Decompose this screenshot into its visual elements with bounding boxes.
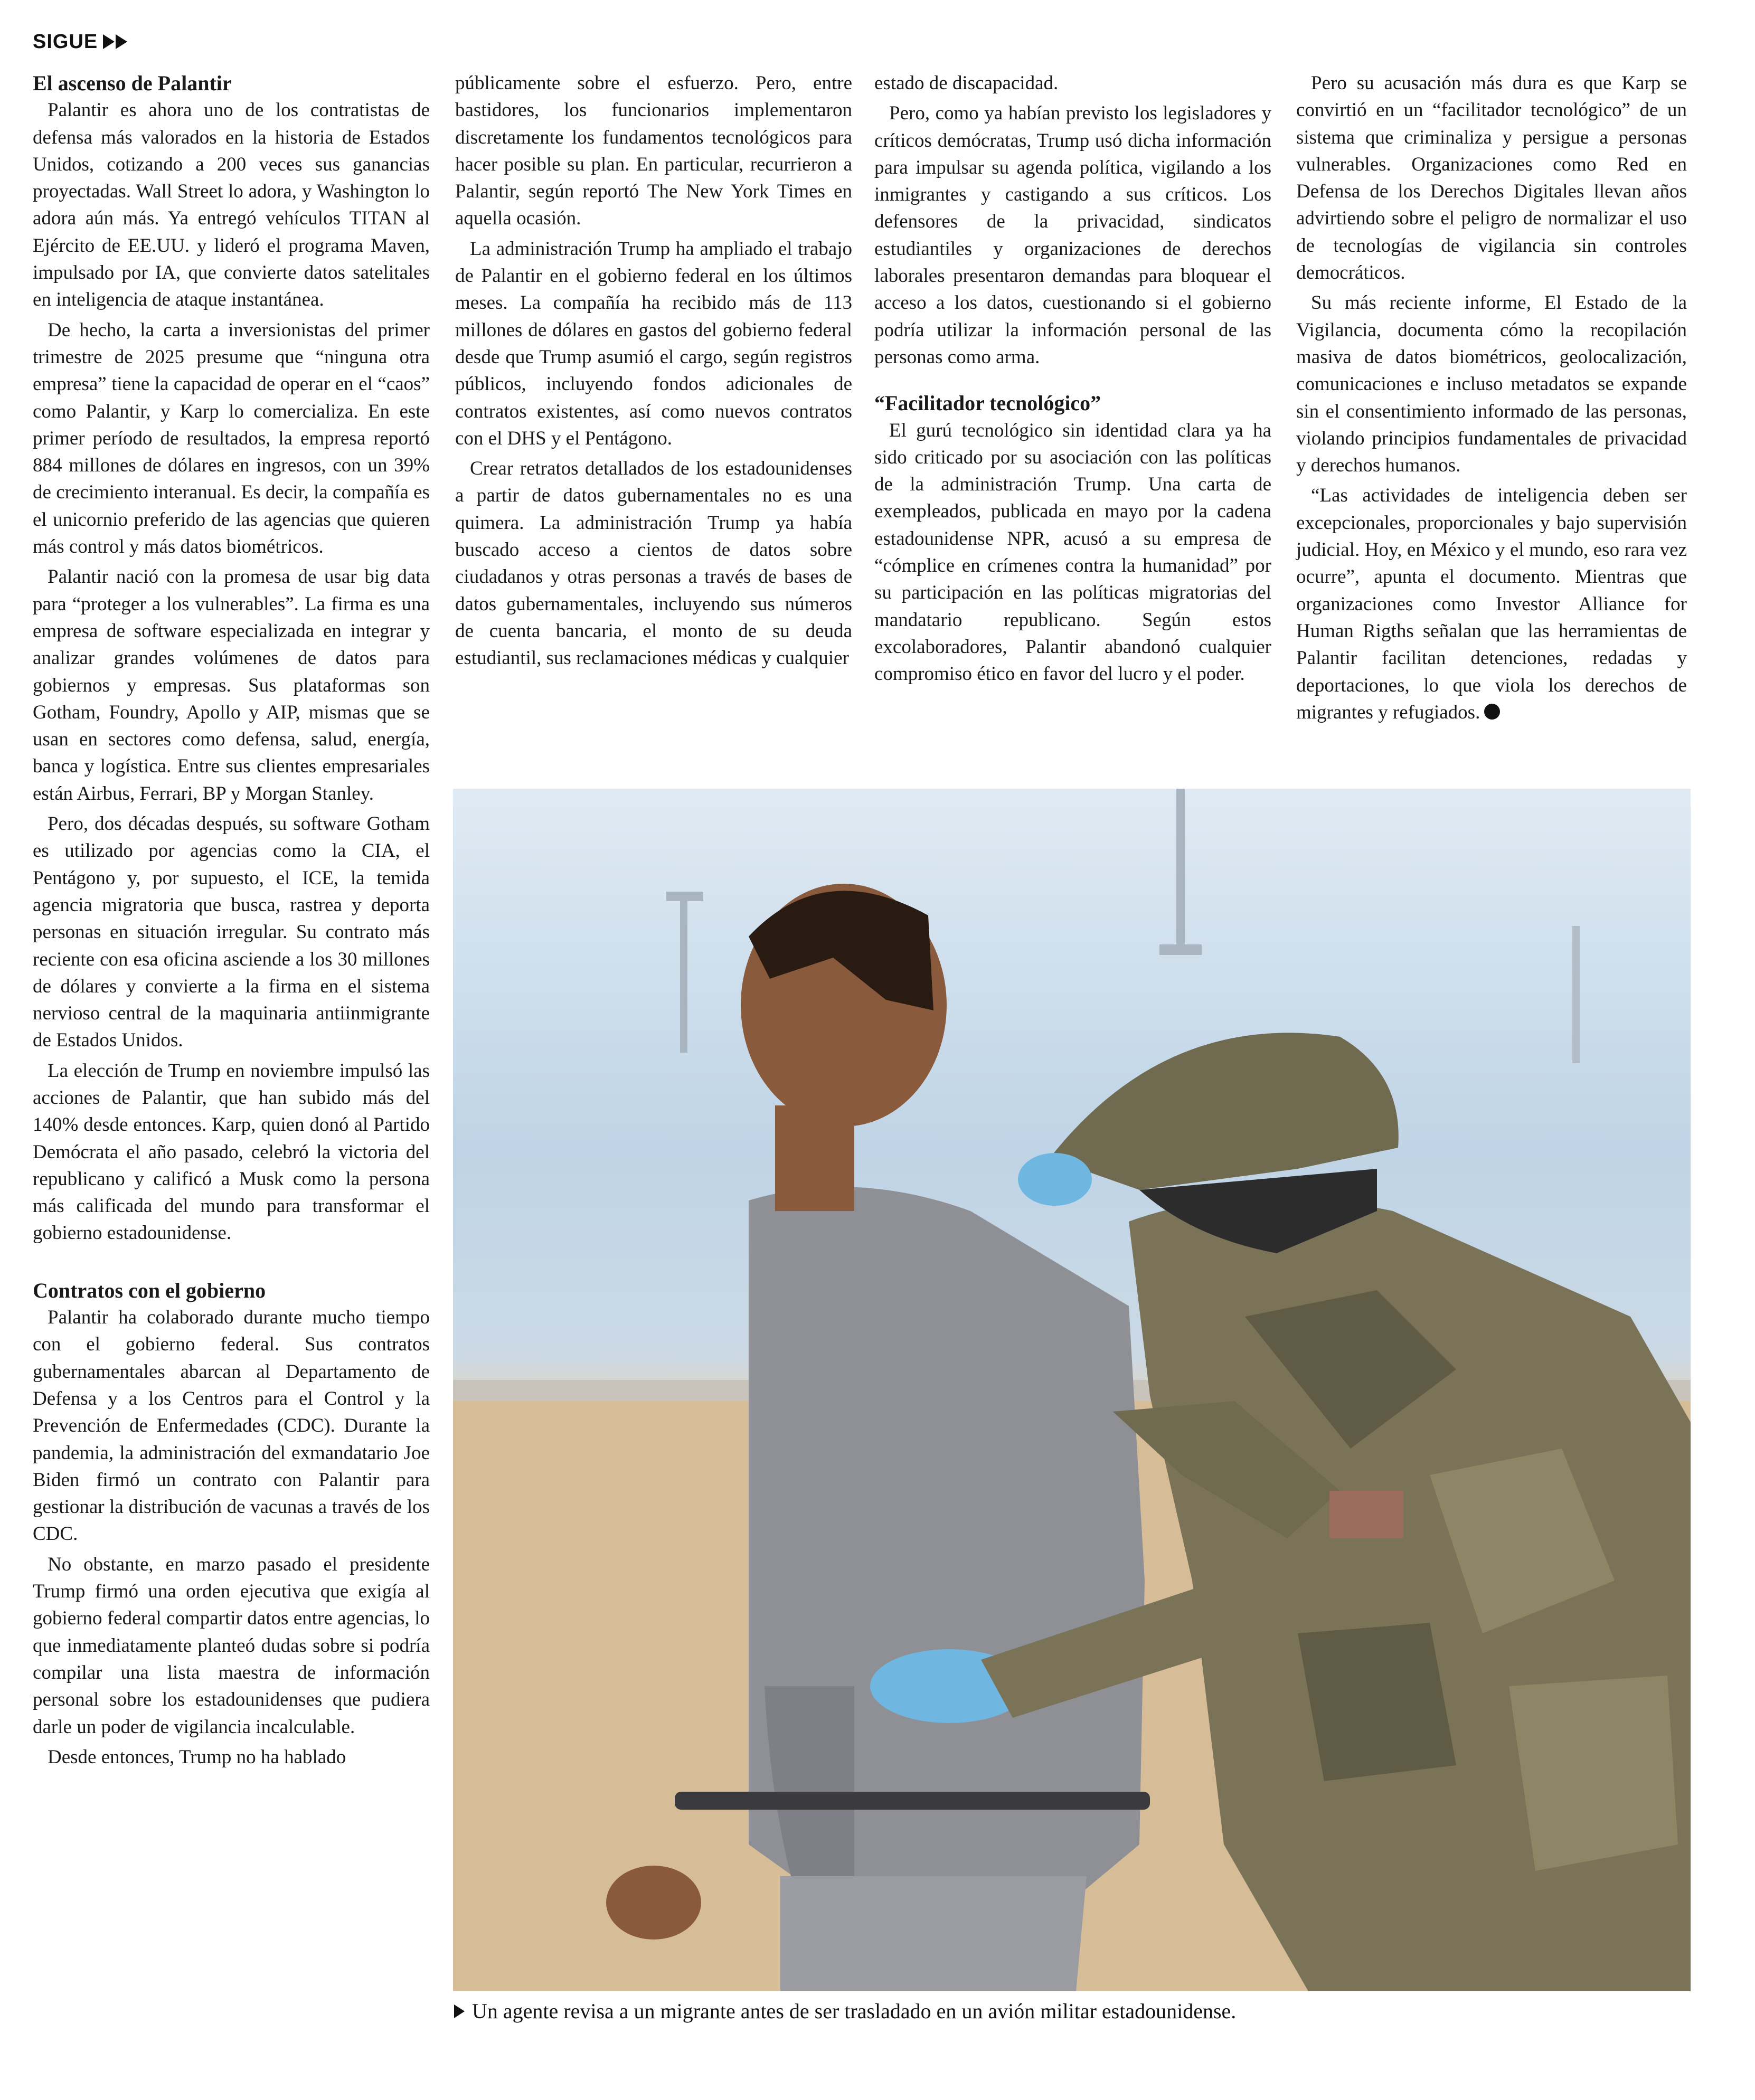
paragraph: públicamente sobre el esfuerzo. Pero, entre bastidores, los funcionarios implementaron discretamente los fundamentos tecnológicos para hacer posible su plan. En particular, recurrieron a Palantir, según reportó The New York Times en aquella ocasión.: [455, 72, 852, 230]
paragraph: estado de discapacidad.: [874, 72, 1059, 94]
paragraph: Pero, como ya habían previsto los legisladores y críticos demócratas, Trump usó dicha información para impulsar su agenda política, vigilando a los inmigrantes y castigando a sus críticos. Los defensores de la privacidad, sindicatos estudiantiles y organizaciones de derechos laborales presentaron demandas para bloquear el acceso a los datos, cuestionando si el gobierno podría utilizar la información personal de las personas como arma.: [874, 102, 1271, 368]
subheading-ascenso: El ascenso de Palantir: [33, 71, 232, 95]
caption-text: Un agente revisa a un migrante antes de ser trasladado en un avión militar estadounidense.: [472, 1999, 1237, 2023]
end-of-article-icon: [1484, 704, 1500, 720]
paragraph: El gurú tecnológico sin identidad clara ya ha sido criticado por su asociación con las políticas de la administración Trump. Una carta de exempleados, publicada en mayo por la cadena estadounidense NPR, acusó a su empresa de “cómplice en crímenes contra la humanidad” por su participación en las políticas migratorias del mandatario republicano. Según estos excolaboradores, Palantir abandonó cualquier compromiso ético en favor del lucro y el poder.: [874, 419, 1271, 685]
paragraph: Palantir nació con la promesa de usar big data para “proteger a los vulnerables”. La firma es una empresa de software especializada en integrar y analizar grandes volúmenes de datos para gobiernos y empresas. Sus plataformas son Gotham, Foundry, Apollo y AIP, mismas que se usan en sectores como defensa, salud, energía, banca y logística. Entre sus clientes empresariales están Airbus, Ferrari, BP y Morgan Stanley.: [33, 566, 430, 805]
paragraph: De hecho, la carta a inversionistas del primer trimestre de 2025 presume que “ninguna otra empresa” tiene la capacidad de operar en el “caos” como Palantir, y Karp lo comercializa. En este primer período de resultados, la empresa reportó 884 millones de dólares en ingresos, con un 39% de crecimiento interanual. Es decir, la compañía es el unicornio preferido de las agencias que quieren más control y más datos biométricos.: [33, 319, 430, 558]
paragraph: Crear retratos detallados de los estadounidenses a partir de datos gubernamentales no es una quimera. La administración Trump ya había buscado acceso a cientos de datos sobre ciudadanos y otras personas a través de bases de datos gubernamentales, incluyendo sus números de cuenta bancaria, el monto de su deuda estudiantil, sus reclamaciones médicas y cualquier: [455, 458, 852, 669]
section-label: SIGUE: [33, 30, 98, 53]
paragraph: Desde entonces, Trump no ha hablado: [48, 1746, 346, 1768]
paragraph: Pero, dos décadas después, su software Gotham es utilizado por agencias como la CIA, el Pentágono y, por supuesto, el ICE, la temida agencia migratoria que busca, rastrea y deporta personas en situación irregular. Su contrato más reciente con esa oficina asciende a los 30 millones de dólares y convierte a la firma en el sistema nervioso central de la maquinaria antiinmigrante de Estados Unidos.: [33, 813, 430, 1052]
caption-arrow-icon: [454, 2004, 465, 2018]
paragraph: Su más reciente informe, El Estado de la Vigilancia, documenta cómo la recopilación masiva de datos biométricos, geolocalización, comunicaciones e incluso metadatos se expande sin el consentimiento informado de las personas, violando principios fundamentales de privacidad y derechos humanos.: [1296, 292, 1687, 477]
article-column-3: [874, 70, 1271, 691]
article-column-1: [33, 70, 430, 1774]
subheading-contratos: Contratos con el gobierno: [33, 1278, 266, 1302]
article-column-4: [1296, 70, 1687, 729]
paragraph-text: “Las actividades de inteligencia deben ser excepcionales, proporcionales y bajo supervisión judicial. Hoy, en México y el mundo, eso rara vez ocurre”, apunta el documento. Mientras que organizaciones como Investor Alliance for Human Rigths señalan que las herramientas de Palantir facilitan detenciones, redadas y deportaciones, lo que viola los derechos de migrantes y refugiados.: [1296, 485, 1687, 723]
paragraph: La elección de Trump en noviembre impulsó las acciones de Palantir, que han subido más del 140% desde entonces. Karp, quien donó al Partido Demócrata el año pasado, celebró la victoria del republicano y calificó a Musk como la persona más calificada del mundo para transformar el gobierno estadounidense.: [33, 1060, 430, 1244]
photo-caption: [454, 1997, 1236, 2026]
double-arrow-icon: [103, 34, 127, 49]
paragraph: [1296, 482, 1687, 726]
article-photo: [453, 789, 1691, 1991]
paragraph: Pero su acusación más dura es que Karp se convirtió en un “facilitador tecnológico” de un sistema que criminaliza y persigue a personas vulnerables. Organizaciones como Red en Defensa de los Derechos Digitales llevan años advirtiendo sobre el peligro de normalizar el uso de tecnologías de vigilancia sin controles democráticos.: [1296, 72, 1687, 284]
paragraph: Palantir es ahora uno de los contratistas de defensa más valorados en la historia de Estados Unidos, cotizando a 200 veces sus ganancias proyectadas. Wall Street lo adora, y Washington lo adora aún más. Ya entregó vehículos TITAN al Ejército de EE.UU. y lideró el programa Maven, impulsado por IA, que convierte datos satelitales en inteligencia de ataque instantánea.: [33, 99, 430, 311]
subheading-facilitador: “Facilitador tecnológico”: [874, 391, 1101, 415]
photo-illustration: [453, 789, 1691, 1991]
paragraph: Palantir ha colaborado durante mucho tiempo con el gobierno federal. Sus contratos gubernamentales abarcan al Departamento de Defensa y a los Centros para el Control y la Prevención de Enfermedades (CDC). Durante la pandemia, la administración del exmandatario Joe Biden firmó un contrato con Palantir para gestionar la distribución de vacunas a través de los CDC.: [33, 1307, 430, 1545]
paragraph: No obstante, en marzo pasado el presidente Trump firmó una orden ejecutiva que exigía al gobierno federal compartir datos entre agencias, lo que inmediatamente planteó dudas sobre si podría compilar una lista maestra de información personal sobre los estadounidenses que pudiera darle un poder de vigilancia incalculable.: [33, 1553, 430, 1738]
article-column-2: [455, 70, 852, 675]
section-header: [33, 29, 127, 55]
paragraph: La administración Trump ha ampliado el trabajo de Palantir en el gobierno federal en los últimos meses. La compañía ha recibido más de 113 millones de dólares en gastos del gobierno federal desde que Trump asumió el cargo, según registros públicos, incluyendo fondos adicionales de contratos existentes, así como nuevos contratos con el DHS y el Pentágono.: [455, 238, 852, 449]
